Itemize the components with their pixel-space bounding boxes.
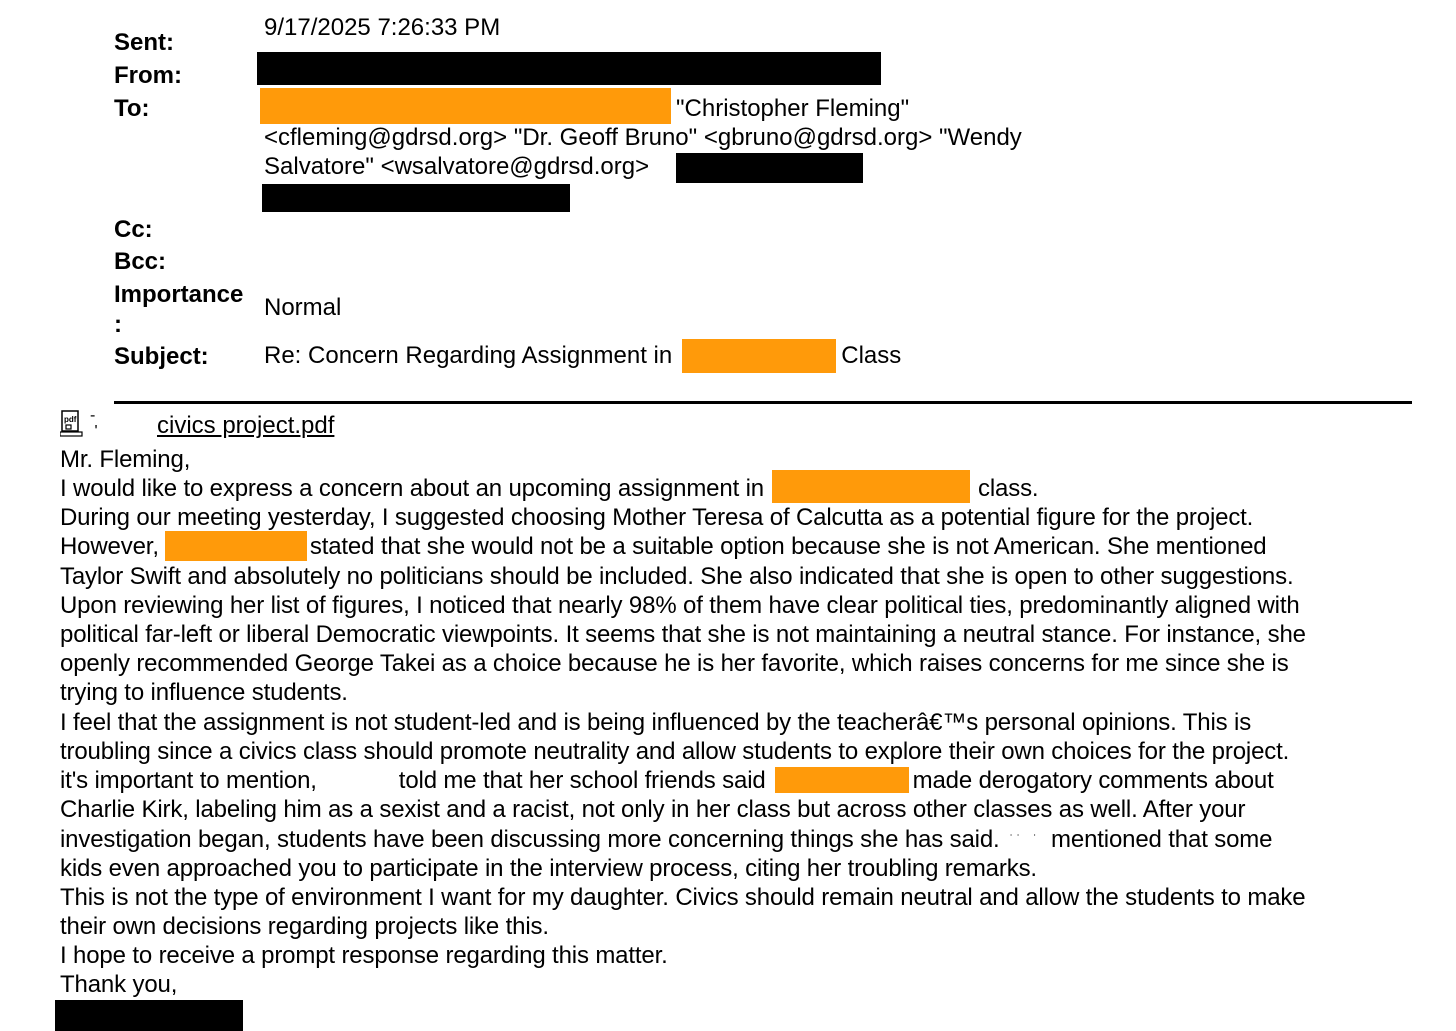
bcc-label: Bcc: bbox=[114, 248, 167, 275]
body-line-3 bbox=[60, 532, 1266, 561]
body-line-11 bbox=[60, 766, 1274, 795]
body-line-7: openly recommended George Takei as a choice because he is her favorite, which raises concerns for me since she is bbox=[60, 650, 1289, 677]
attachment-link[interactable]: civics project.pdf bbox=[157, 412, 335, 439]
body-line-5: Upon reviewing her list of figures, I noticed that nearly 98% of them have clear political ties, predominantly aligned with bbox=[60, 592, 1300, 619]
body-text: investigation began, students have been discussing more concerning things she has said. bbox=[60, 826, 1000, 853]
body-line-10: troubling since a civics class should promote neutrality and allow students to explore their own choices for the project. bbox=[60, 738, 1290, 765]
attachment-dots: - ' bbox=[90, 407, 98, 440]
signature-redaction bbox=[55, 1000, 243, 1031]
cc-label: Cc: bbox=[114, 216, 153, 243]
to-line-2: <cfleming@gdrsd.org> "Dr. Geoff Bruno" <gbruno@gdrsd.org> "Wendy bbox=[264, 124, 1022, 151]
body-text: it's important to mention, bbox=[60, 767, 317, 794]
body-text: I would like to express a concern about an upcoming assignment in bbox=[60, 475, 764, 502]
greeting: Mr. Fleming, bbox=[60, 446, 191, 473]
body-line-17: I hope to receive a prompt response regarding this matter. bbox=[60, 942, 668, 969]
closing: Thank you, bbox=[60, 971, 178, 998]
body-line-1 bbox=[60, 474, 1038, 503]
class-redaction bbox=[772, 470, 970, 503]
to-line-1: "Christopher Fleming" bbox=[676, 95, 910, 122]
subject-redaction bbox=[682, 339, 836, 373]
to-redaction-black-2 bbox=[262, 184, 570, 212]
pdf-file-icon bbox=[60, 410, 84, 438]
to-redaction-black-1 bbox=[676, 153, 863, 183]
to-label: To: bbox=[114, 95, 150, 122]
importance-value: Normal bbox=[264, 294, 342, 321]
body-text: However, bbox=[60, 533, 159, 560]
to-redaction-orange bbox=[260, 88, 671, 124]
from-redaction bbox=[257, 52, 881, 85]
to-line-3: Salvatore" <wsalvatore@gdrsd.org> bbox=[264, 153, 650, 180]
importance-label: Importance bbox=[114, 281, 244, 308]
subject-text bbox=[264, 342, 901, 373]
body-line-9: I feel that the assignment is not student-led and is being influenced by the teacherâ€™s personal opinions. This is bbox=[60, 709, 1252, 736]
subject-prefix: Re: Concern Regarding Assignment in bbox=[264, 342, 673, 369]
body-text: made derogatory comments about bbox=[912, 767, 1274, 794]
teacher-redaction-2 bbox=[775, 767, 909, 793]
redaction-remnant: ˙ ˙ ˙ bbox=[1009, 832, 1038, 846]
body-line-8: trying to influence students. bbox=[60, 679, 348, 706]
body-text: stated that she would not be a suitable option because she is not American. She mentioned bbox=[309, 533, 1267, 560]
header-divider bbox=[114, 401, 1412, 404]
importance-colon: : bbox=[114, 311, 122, 338]
sent-label: Sent: bbox=[114, 29, 174, 56]
subject-suffix: Class bbox=[841, 342, 902, 369]
teacher-redaction-1 bbox=[165, 531, 307, 561]
subject-label: Subject: bbox=[114, 343, 209, 370]
body-line-15: This is not the type of environment I want for my daughter. Civics should remain neutral and allow the students to make bbox=[60, 884, 1306, 911]
body-text: told me that her school friends said bbox=[398, 767, 766, 794]
body-line-2: During our meeting yesterday, I suggested choosing Mother Teresa of Calcutta as a potential figure for the project. bbox=[60, 504, 1254, 531]
from-label: From: bbox=[114, 62, 182, 89]
body-text: class. bbox=[978, 475, 1039, 502]
body-line-4: Taylor Swift and absolutely no politicians should be included. She also indicated that she is open to other suggestions. bbox=[60, 563, 1294, 590]
body-line-6: political far-left or liberal Democratic viewpoints. It seems that she is not maintaining a neutral stance. For instance, she bbox=[60, 621, 1306, 648]
body-text: mentioned that some bbox=[1051, 826, 1273, 853]
body-line-16: their own decisions regarding projects like this. bbox=[60, 913, 549, 940]
sent-value: 9/17/2025 7:26:33 PM bbox=[264, 14, 501, 41]
body-line-14: kids even approached you to participate in the interview process, citing her troubling remarks. bbox=[60, 855, 1037, 882]
svg-text:pdf: pdf bbox=[64, 415, 77, 424]
body-line-13 bbox=[60, 825, 1272, 854]
body-line-12: Charlie Kirk, labeling him as a sexist and a racist, not only in her class but across other classes as well. After your bbox=[60, 796, 1246, 823]
